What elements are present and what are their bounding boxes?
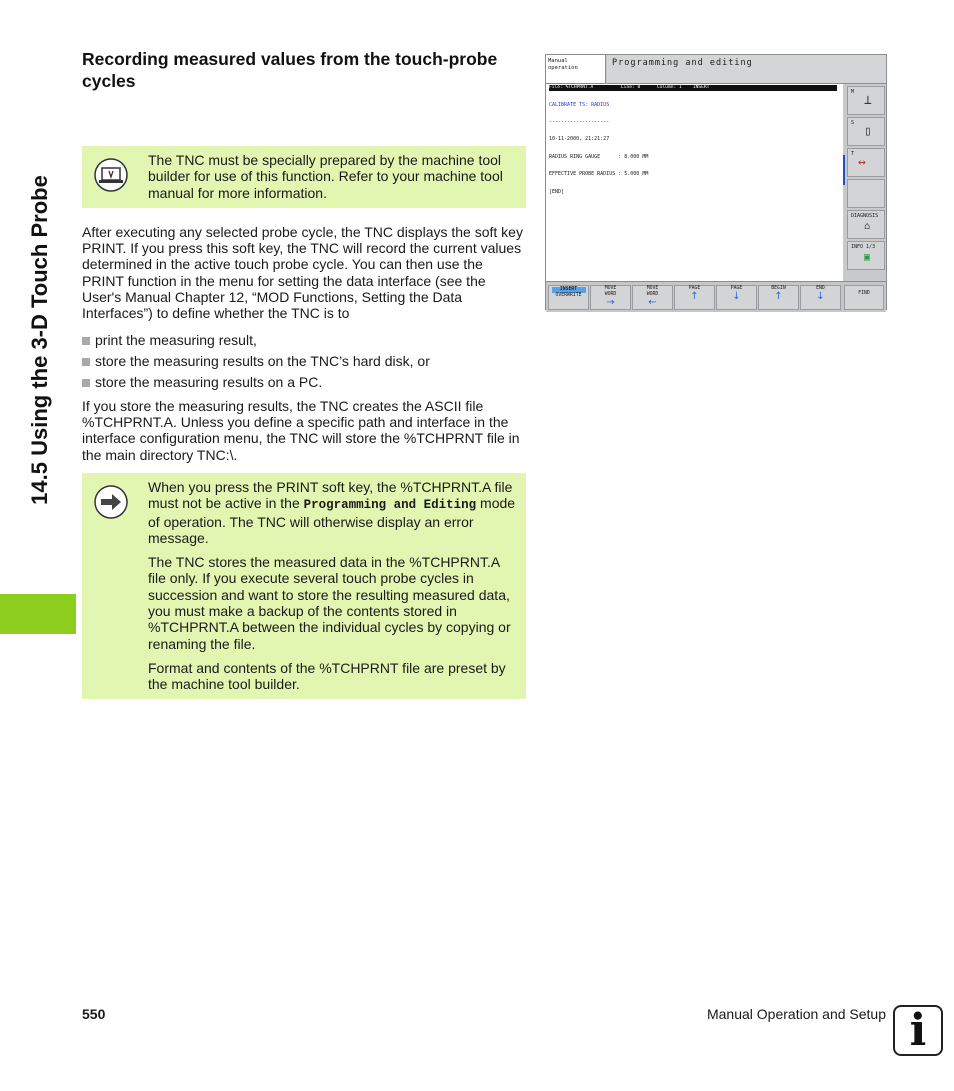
- softkey-blank[interactable]: [847, 179, 885, 208]
- info-page-icon: ▣: [864, 252, 871, 263]
- list-item: print the measuring result,: [82, 330, 524, 351]
- chapter-tab-marker: [0, 594, 76, 634]
- list-item: store the measuring results on the TNC’s hard disk, or: [82, 351, 524, 372]
- note2-paragraph-3: Format and contents of the %TCHPRNT file are preset by the machine tool builder.: [148, 659, 506, 693]
- screen-file-lines: [549, 91, 648, 207]
- page-number: 550: [82, 1006, 106, 1022]
- bullet-square-icon: [82, 337, 90, 345]
- list-item: store the measuring results on a PC.: [82, 372, 524, 393]
- mode-name: Programming and Editing: [303, 498, 477, 513]
- softkey-begin[interactable]: BEGIN ↑: [758, 285, 799, 310]
- softkey-diagnosis[interactable]: DIAGNOSIS ⌂: [847, 210, 885, 239]
- note2-paragraph-1: When you press the PRINT soft key, the %TCHPRNT.A file must not be active in the Programming and Editing mode of operation. The TNC will otherwise display an error message.: [148, 479, 516, 546]
- horizontal-softkey-bar: [546, 281, 886, 312]
- softkey-find[interactable]: FIND: [844, 285, 884, 310]
- softkey-move-word-left[interactable]: MOVE WORD ←: [632, 285, 673, 310]
- screen-line: EFFECTIVE PROBE RADIUS : 5.000 MM: [549, 171, 649, 178]
- print-options-list: [82, 330, 524, 393]
- arrow-right-icon: [94, 485, 128, 524]
- screen-editor-area: [546, 84, 843, 281]
- machine-tool-icon: [94, 158, 128, 197]
- note-tchprnt-file: [82, 473, 526, 699]
- screen-line: 10-11-2000, 21:21:27: [549, 136, 610, 143]
- softkey-page-up[interactable]: PAGE ↑: [674, 285, 715, 310]
- arrow-down-icon: ↓: [732, 291, 741, 302]
- arrow-down-icon: ↓: [816, 291, 825, 302]
- softkey-m[interactable]: M ⊥: [847, 86, 885, 115]
- probe-axis-icon: ⊥: [864, 93, 872, 108]
- paragraph-ascii-file: If you store the measuring results, the TNC creates the ASCII file %TCHPRNT.A. Unless you define a specific path and interface in the interface configuration menu, the TNC will store the %TCHPRNT file in the main directory TNC:\.: [82, 398, 520, 463]
- screen-line: RADIUS RING GAUGE : 8.000 MM: [549, 153, 649, 160]
- arrow-up-icon: ↑: [690, 291, 699, 302]
- arrow-left-icon: ←: [648, 297, 657, 308]
- screen-status-line: File: %TCHPRNT.A Line: 0 Column: 1 INSERT: [549, 85, 837, 91]
- softkey-insert-overwrite[interactable]: INSERT OVERWRITE: [548, 285, 589, 310]
- softkey-info[interactable]: INFO 1/3 ▣: [847, 241, 885, 270]
- note-machine-builder: [82, 146, 526, 208]
- spindle-icon: ▯: [864, 124, 872, 139]
- arrow-right-icon: →: [606, 297, 615, 308]
- note1-text: The TNC must be specially prepared by the machine tool builder for use of this function. Refer to your machine tool manual for more information.: [148, 152, 503, 201]
- softkey-end[interactable]: END ↓: [800, 285, 841, 310]
- chapter-side-title: 14.5 Using the 3-D Touch Probe: [27, 175, 52, 505]
- screen-line: [END]: [549, 188, 565, 195]
- screen-line: CALIBRATE TS: RADIUS: [549, 101, 610, 108]
- tnc-screen-figure: [545, 54, 887, 310]
- info-icon: i: [893, 1005, 943, 1056]
- screen-mode-box: Manual operation: [546, 55, 606, 84]
- softkey-s[interactable]: S ▯: [847, 117, 885, 146]
- bullet-square-icon: [82, 358, 90, 366]
- tool-icon: ↔: [858, 155, 866, 170]
- softkey-move-word-right[interactable]: MOVE WORD →: [590, 285, 631, 310]
- diagnosis-icon: ⌂: [864, 221, 871, 232]
- softkey-t[interactable]: T ↔: [847, 148, 885, 177]
- softkey-page-down[interactable]: PAGE ↓: [716, 285, 757, 310]
- screen-line: --------------------: [549, 118, 610, 125]
- section-title: Recording measured values from the touch-probe cycles: [82, 49, 498, 91]
- footer-chapter-title: Manual Operation and Setup: [706, 1006, 886, 1022]
- vertical-softkey-bar: [845, 84, 886, 281]
- arrow-up-icon: ↑: [774, 291, 783, 302]
- note2-paragraph-2: The TNC stores the measured data in the %TCHPRNT.A file only. If you execute several touch probe cycles in succession and want to store the resulting measured data, you must make a backup of the contents stored in %TCHPRNT.A between the individual cycles by copying or renaming the file.: [148, 554, 511, 652]
- paragraph-print-intro: After executing any selected probe cycle, the TNC displays the soft key PRINT. If you press this soft key, the TNC will record the current values determined in the active touch probe cycle. You can then use the PRINT function in the menu for setting the data interface (see the User's Manual Chapter 12, “MOD Functions, Setting the Data Interfaces”) to define whether the TNC is to: [82, 224, 523, 322]
- screen-title-bar: Programming and editing: [607, 55, 886, 84]
- bullet-square-icon: [82, 379, 90, 387]
